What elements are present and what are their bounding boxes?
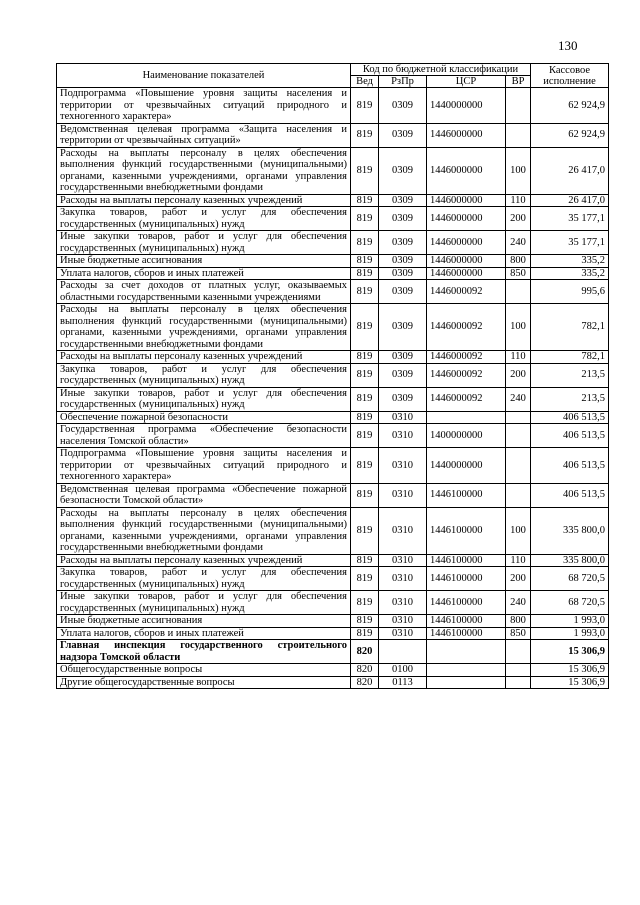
row-name: Расходы на выплаты персоналу казенных учреждений: [57, 194, 351, 207]
row-vr: 100: [506, 147, 531, 194]
row-value: 995,6: [531, 280, 609, 304]
row-ved: 819: [351, 567, 379, 591]
row-value: 335 800,0: [531, 554, 609, 567]
row-rzpr: 0309: [379, 194, 427, 207]
row-ved: 819: [351, 280, 379, 304]
row-vr: [506, 88, 531, 124]
row-ved: 819: [351, 231, 379, 255]
row-csr: 1446100000: [427, 615, 506, 628]
row-vr: 100: [506, 304, 531, 351]
row-value: 335,2: [531, 255, 609, 268]
row-csr: 1446000000: [427, 267, 506, 280]
row-ved: 819: [351, 363, 379, 387]
row-ved: 819: [351, 304, 379, 351]
row-csr: [427, 676, 506, 689]
header-vr: ВР: [506, 76, 531, 88]
row-name: Закупка товаров, работ и услуг для обеспечения государственных (муниципальных) нужд: [57, 363, 351, 387]
row-rzpr: 0309: [379, 363, 427, 387]
row-ved: 819: [351, 627, 379, 640]
row-name: Другие общегосударственные вопросы: [57, 676, 351, 689]
row-vr: [506, 123, 531, 147]
row-rzpr: 0310: [379, 411, 427, 424]
row-name: Подпрограмма «Повышение уровня защиты населения и территории от чрезвычайных ситуаций природного и техногенного характера»: [57, 448, 351, 484]
row-ved: 819: [351, 615, 379, 628]
row-rzpr: 0309: [379, 255, 427, 268]
table-row: [57, 411, 609, 424]
row-vr: [506, 664, 531, 677]
table-row: [57, 627, 609, 640]
row-ved: 819: [351, 267, 379, 280]
table-row: [57, 363, 609, 387]
row-value: 62 924,9: [531, 123, 609, 147]
header-rzpr: РзПр: [379, 76, 427, 88]
row-vr: 200: [506, 207, 531, 231]
table-row: [57, 194, 609, 207]
row-value: 68 720,5: [531, 567, 609, 591]
row-name: Расходы на выплаты персоналу в целях обеспечения выполнения функций государственными (муниципальными) органами, казенными учреждениями, органами управления государственными внебюджетными фондами: [57, 507, 351, 554]
row-name: Ведомственная целевая программа «Защита населения и территории от чрезвычайных ситуаций»: [57, 123, 351, 147]
row-name: Подпрограмма «Повышение уровня защиты населения и территории от чрезвычайных ситуаций природного и техногенного характера»: [57, 88, 351, 124]
table-row: [57, 255, 609, 268]
row-rzpr: 0310: [379, 567, 427, 591]
row-csr: 1446100000: [427, 507, 506, 554]
row-csr: 1446000000: [427, 231, 506, 255]
row-value: 35 177,1: [531, 207, 609, 231]
page-number: 130: [558, 38, 578, 53]
row-name: Расходы на выплаты персоналу в целях обеспечения выполнения функций государственными (муниципальными) органами, казенными учреждениями, органами управления государственными внебюджетными фондами: [57, 147, 351, 194]
table-row: [57, 664, 609, 677]
row-ved: 819: [351, 387, 379, 411]
row-vr: [506, 280, 531, 304]
header-code-group: Код по бюджетной классификации: [351, 64, 531, 76]
row-ved: 819: [351, 88, 379, 124]
row-csr: 1446100000: [427, 591, 506, 615]
row-rzpr: 0310: [379, 448, 427, 484]
row-name: Расходы на выплаты персоналу казенных учреждений: [57, 351, 351, 364]
row-ved: 819: [351, 591, 379, 615]
row-value: 213,5: [531, 387, 609, 411]
header-csr: ЦСР: [427, 76, 506, 88]
row-csr: 1446100000: [427, 554, 506, 567]
row-csr: 1446000092: [427, 387, 506, 411]
row-value: 26 417,0: [531, 194, 609, 207]
row-value: 62 924,9: [531, 88, 609, 124]
row-value: 1 993,0: [531, 627, 609, 640]
row-rzpr: 0310: [379, 591, 427, 615]
row-name: Иные закупки товаров, работ и услуг для обеспечения государственных (муниципальных) нужд: [57, 591, 351, 615]
row-ved: 819: [351, 424, 379, 448]
row-csr: [427, 411, 506, 424]
row-ved: 820: [351, 676, 379, 689]
table-row: [57, 231, 609, 255]
table-row: [57, 123, 609, 147]
row-csr: 1446000092: [427, 304, 506, 351]
row-ved: 819: [351, 123, 379, 147]
row-value: 335,2: [531, 267, 609, 280]
row-csr: 1446000000: [427, 123, 506, 147]
row-name: Государственная программа «Обеспечение безопасности населения Томской области»: [57, 424, 351, 448]
table-row: [57, 207, 609, 231]
row-rzpr: 0309: [379, 387, 427, 411]
row-value: 15 306,9: [531, 640, 609, 664]
row-name: Общегосударственные вопросы: [57, 664, 351, 677]
row-ved: 819: [351, 147, 379, 194]
row-rzpr: [379, 640, 427, 664]
row-ved: 819: [351, 411, 379, 424]
row-vr: 800: [506, 255, 531, 268]
row-value: 68 720,5: [531, 591, 609, 615]
row-vr: 240: [506, 231, 531, 255]
row-name: Уплата налогов, сборов и иных платежей: [57, 267, 351, 280]
row-rzpr: 0309: [379, 351, 427, 364]
row-rzpr: 0310: [379, 483, 427, 507]
table-row: [57, 351, 609, 364]
row-vr: 240: [506, 387, 531, 411]
row-csr: 1446000092: [427, 351, 506, 364]
row-csr: 1446100000: [427, 567, 506, 591]
row-value: 15 306,9: [531, 676, 609, 689]
row-vr: [506, 411, 531, 424]
table-row: [57, 676, 609, 689]
row-ved: 819: [351, 554, 379, 567]
row-name: Иные закупки товаров, работ и услуг для обеспечения государственных (муниципальных) нужд: [57, 387, 351, 411]
row-ved: 819: [351, 194, 379, 207]
row-name: Уплата налогов, сборов и иных платежей: [57, 627, 351, 640]
row-rzpr: 0309: [379, 207, 427, 231]
row-ved: 819: [351, 483, 379, 507]
row-ved: 820: [351, 640, 379, 664]
row-value: 26 417,0: [531, 147, 609, 194]
row-vr: 100: [506, 507, 531, 554]
row-value: 213,5: [531, 363, 609, 387]
row-ved: 819: [351, 255, 379, 268]
table-body: [57, 88, 609, 689]
row-rzpr: 0310: [379, 424, 427, 448]
row-value: 15 306,9: [531, 664, 609, 677]
row-vr: 110: [506, 554, 531, 567]
row-value: 406 513,5: [531, 424, 609, 448]
table-row: [57, 424, 609, 448]
row-rzpr: 0100: [379, 664, 427, 677]
row-vr: [506, 640, 531, 664]
table-row: [57, 615, 609, 628]
row-vr: 800: [506, 615, 531, 628]
row-ved: 820: [351, 664, 379, 677]
budget-table: [56, 63, 609, 689]
table-row: [57, 304, 609, 351]
row-rzpr: 0309: [379, 304, 427, 351]
row-rzpr: 0309: [379, 267, 427, 280]
row-name: Расходы за счет доходов от платных услуг, оказываемых областными государственными казенными учреждениями: [57, 280, 351, 304]
row-vr: 200: [506, 567, 531, 591]
table-row: [57, 88, 609, 124]
row-vr: [506, 424, 531, 448]
row-value: 406 513,5: [531, 448, 609, 484]
row-rzpr: 0310: [379, 627, 427, 640]
row-csr: 1446100000: [427, 483, 506, 507]
row-ved: 819: [351, 507, 379, 554]
row-vr: 240: [506, 591, 531, 615]
row-rzpr: 0310: [379, 615, 427, 628]
row-csr: [427, 664, 506, 677]
row-rzpr: 0310: [379, 554, 427, 567]
row-value: 406 513,5: [531, 483, 609, 507]
row-rzpr: 0309: [379, 88, 427, 124]
row-vr: [506, 676, 531, 689]
row-name: Закупка товаров, работ и услуг для обеспечения государственных (муниципальных) нужд: [57, 207, 351, 231]
table-row: [57, 267, 609, 280]
row-name: Главная инспекция государственного строительного надзора Томской области: [57, 640, 351, 664]
row-ved: 819: [351, 448, 379, 484]
row-csr: 1400000000: [427, 424, 506, 448]
table-row: [57, 591, 609, 615]
row-value: 406 513,5: [531, 411, 609, 424]
row-csr: 1446000000: [427, 255, 506, 268]
table-row: [57, 280, 609, 304]
row-value: 35 177,1: [531, 231, 609, 255]
table-row: [57, 147, 609, 194]
row-name: Иные бюджетные ассигнования: [57, 615, 351, 628]
row-csr: 1440000000: [427, 448, 506, 484]
row-csr: [427, 640, 506, 664]
table-row: [57, 567, 609, 591]
row-name: Иные закупки товаров, работ и услуг для обеспечения государственных (муниципальных) нужд: [57, 231, 351, 255]
row-value: 782,1: [531, 304, 609, 351]
table-row: [57, 640, 609, 664]
row-ved: 819: [351, 207, 379, 231]
header-name: Наименование показателей: [57, 64, 351, 88]
row-csr: 1446000092: [427, 280, 506, 304]
row-csr: 1446000000: [427, 194, 506, 207]
header-ved: Вед: [351, 76, 379, 88]
row-name: Расходы на выплаты персоналу казенных учреждений: [57, 554, 351, 567]
table-row: [57, 387, 609, 411]
row-rzpr: 0309: [379, 231, 427, 255]
row-name: Обеспечение пожарной безопасности: [57, 411, 351, 424]
row-rzpr: 0113: [379, 676, 427, 689]
table-row: [57, 483, 609, 507]
row-rzpr: 0310: [379, 507, 427, 554]
table-row: [57, 448, 609, 484]
row-vr: [506, 483, 531, 507]
row-ved: 819: [351, 351, 379, 364]
row-value: 1 993,0: [531, 615, 609, 628]
row-vr: [506, 448, 531, 484]
row-csr: 1446000092: [427, 363, 506, 387]
table-row: [57, 554, 609, 567]
header-result: Кассовое исполнение: [531, 64, 609, 88]
row-name: Расходы на выплаты персоналу в целях обеспечения выполнения функций государственными (муниципальными) органами, казенными учреждениями, органами управления государственными внебюджетными фондами: [57, 304, 351, 351]
row-csr: 1446000000: [427, 147, 506, 194]
row-name: Иные бюджетные ассигнования: [57, 255, 351, 268]
table-row: [57, 507, 609, 554]
row-vr: 110: [506, 351, 531, 364]
row-value: 782,1: [531, 351, 609, 364]
row-name: Закупка товаров, работ и услуг для обеспечения государственных (муниципальных) нужд: [57, 567, 351, 591]
row-vr: 200: [506, 363, 531, 387]
row-csr: 1440000000: [427, 88, 506, 124]
row-name: Ведомственная целевая программа «Обеспечение пожарной безопасности Томской области»: [57, 483, 351, 507]
row-rzpr: 0309: [379, 147, 427, 194]
row-rzpr: 0309: [379, 280, 427, 304]
row-value: 335 800,0: [531, 507, 609, 554]
row-vr: 850: [506, 627, 531, 640]
row-vr: 850: [506, 267, 531, 280]
row-csr: 1446000000: [427, 207, 506, 231]
row-vr: 110: [506, 194, 531, 207]
row-csr: 1446100000: [427, 627, 506, 640]
row-rzpr: 0309: [379, 123, 427, 147]
